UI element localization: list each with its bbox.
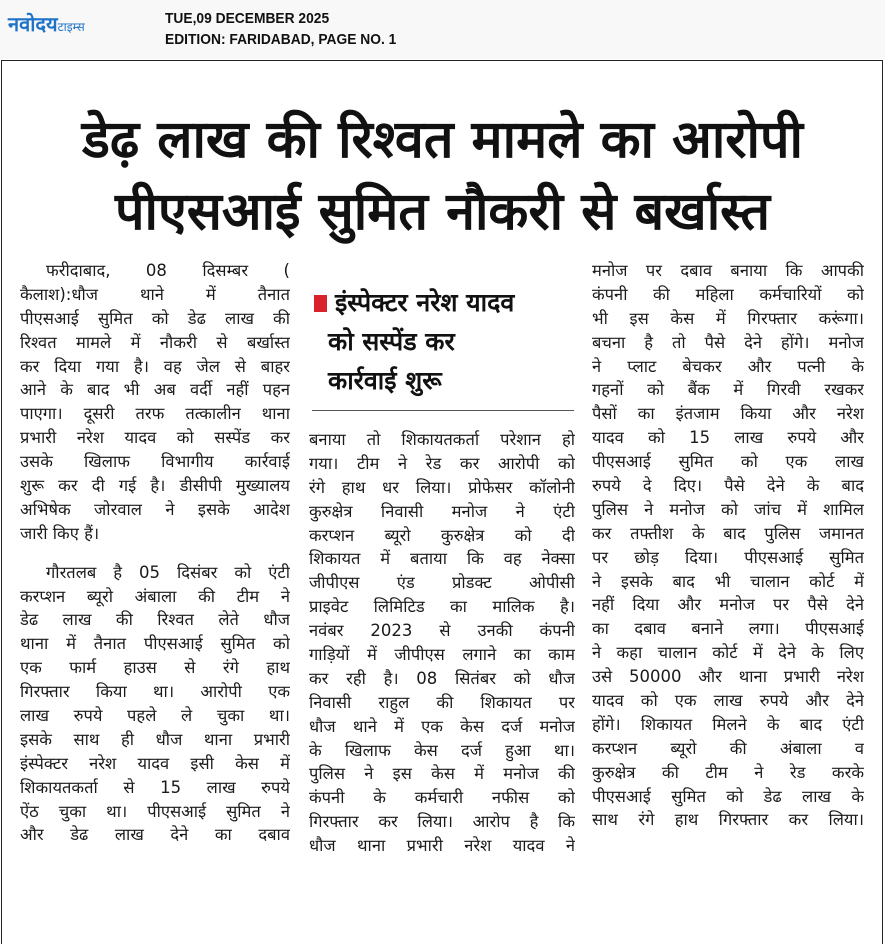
article-paragraph xyxy=(309,428,575,858)
article-text-line: करप्शन ब्यूरो अंबाला की टीम ने xyxy=(20,586,290,606)
article-text-line: थाना में तैनात पीएसआई सुमित को xyxy=(20,634,290,654)
article-text-line: पीएसआई सुमित को डेढ लाख की xyxy=(20,308,290,328)
edition-page: EDITION: FARIDABAD, PAGE NO. 1 xyxy=(165,31,397,48)
article-text-line: होंगे। शिकायत मिलने के बाद एंटी xyxy=(592,714,864,734)
article-text-line: गिरफ्तार कर लिया। आरोप है कि xyxy=(309,812,575,832)
article-text-line: पैसों का इंतजाम किया और नरेश xyxy=(592,404,864,424)
article-text-line: ने कहा चालान कोर्ट में देने के लिए xyxy=(592,643,864,663)
article-text-line: कुरुक्षेत्र निवासी मनोज ने एंटी xyxy=(309,501,575,521)
article-column-3 xyxy=(592,259,864,847)
article-text-line: ने प्लाट बेचकर और पत्नी के xyxy=(592,356,864,376)
headline-line-2: पीएसआई सुमित नौकरी से बर्खास्त xyxy=(114,182,771,242)
article-text-line: रंगे हाथ धर लिया। प्रोफेसर कॉलोनी xyxy=(309,477,575,497)
article-text-line: ऐंठ चुका था। पीएसआई सुमित ने xyxy=(20,801,290,821)
article-text-line: पर छोड़ दिया। पीएसआई सुमित xyxy=(592,547,864,567)
newspaper-logo xyxy=(8,10,85,37)
edition-date: TUE,09 DECEMBER 2025 xyxy=(165,10,330,27)
article-text-line: आने के बाद भी अब वर्दी नहीं पहन xyxy=(20,380,290,400)
article-text-line: कर दिया गया है। वह जेल से बाहर xyxy=(20,356,290,376)
article-text-line: पुलिस ने इस केस में मनोज की xyxy=(309,764,575,784)
article-text-line: का दबाव बनाने लगा। पीएसआई xyxy=(592,619,864,639)
article-text-line: रुपये दे दिए। पैसे देने के बाद xyxy=(592,476,864,496)
article-text-line: जीपीएस एंड प्रोडक्ट ओपीसी xyxy=(309,573,575,593)
article-text-line: फरीदाबाद, 08 दिसम्बर ( xyxy=(46,261,290,280)
article-text-line: प्रभारी नरेश यादव को सस्पेंड कर xyxy=(20,428,290,448)
article-text-line: पीएसआई सुमित को एक लाख xyxy=(592,452,864,472)
article-text-line: गौरतलब है 05 दिसंबर को एंटी xyxy=(46,562,290,582)
article-text-line: कंपनी के कर्मचारी नफीस को xyxy=(309,788,575,808)
article-text-line: शिकायत में बताया कि वह नेक्सा xyxy=(309,549,575,569)
article-text-line: गहनों को बैंक में गिरवी रखकर xyxy=(592,380,864,400)
article-text-line: बनाया तो शिकायतकर्ता परेशान हो xyxy=(309,430,575,449)
article-text-line: उसके खिलाफ विभागीय कार्रवाई xyxy=(20,452,290,472)
edition-meta xyxy=(165,8,396,50)
article-text-line: गया। टीम ने रेड कर आरोपी को xyxy=(309,453,575,473)
article-text-line: शुरू कर दी गई है। डीसीपी मुख्यालय xyxy=(20,476,290,496)
article-text-line: के खिलाफ केस दर्ज हुआ था। xyxy=(309,740,575,760)
article-text-line: भी इस केस में गिरफ्तार करूंगा। xyxy=(592,308,864,328)
article-column-2 xyxy=(309,428,575,873)
article-text-line: बचना है तो पैसे देने होंगे। मनोज xyxy=(592,332,864,352)
article-text-line: और डेढ लाख देने का दबाव xyxy=(20,825,290,845)
article-paragraph xyxy=(592,259,864,832)
article-text-line: ने इसके बाद भी चालान कोर्ट में xyxy=(592,571,864,591)
article-text-line: पीएसआई सुमित को डेढ लाख के xyxy=(592,786,864,806)
edition-header-bar xyxy=(0,0,885,59)
article-text-line: नहीं दिया और मनोज पर पैसे देने xyxy=(592,595,864,615)
article-text-line: कर तफ्तीश के बाद पुलिस जमानत xyxy=(592,523,864,543)
article-text-line: यादव को 15 लाख रुपये और xyxy=(592,428,864,448)
article-text-line: साथ रंगे हाथ गिरफ्तार कर लिया। xyxy=(592,810,864,830)
article-paragraph xyxy=(20,259,290,546)
article-paragraph xyxy=(20,561,290,848)
article-text-line: निवासी राहुल की शिकायत पर xyxy=(309,692,575,712)
article-text-line: यादव को एक लाख रुपये और देने xyxy=(592,691,864,711)
article-column-1 xyxy=(20,259,290,862)
article-text-line: करप्शन ब्यूरो की अंबाला व xyxy=(592,738,864,758)
article-text-line: उसे 50000 और थाना प्रभारी नरेश xyxy=(592,667,864,687)
subhead-line-3: कार्रवाई शुरू xyxy=(328,366,442,395)
article-text-line: एक फार्म हाउस से रंगे हाथ xyxy=(20,658,290,678)
logo-sub-text: टाइम्स xyxy=(57,20,85,34)
article-text-line: कंपनी की महिला कर्मचारियों को xyxy=(592,284,864,304)
logo-main-text: नवोदय xyxy=(8,12,58,36)
article-text-line: धौज थाने में एक केस दर्ज मनोज xyxy=(309,716,575,736)
subheadline xyxy=(314,283,574,400)
article-text-line: पुलिस ने मनोज को जांच में शामिल xyxy=(592,499,864,519)
article-text-line: कैलाश):धौज थाने में तैनात xyxy=(20,284,290,304)
article-text-line: इंस्पेक्टर नरेश यादव इसी केस में xyxy=(20,753,290,773)
article-text-line: शिकायतकर्ता से 15 लाख रुपये xyxy=(20,777,290,797)
article-text-line: गिरफ्तार किया था। आरोपी एक xyxy=(20,682,290,702)
article-text-line: गाड़ियों में जीपीएस लगाने का काम xyxy=(309,645,575,665)
article-text-line: डेढ लाख की रिश्वत लेते धौज xyxy=(20,610,290,630)
article-text-line: जारी किए हैं। xyxy=(20,523,100,543)
subhead-divider xyxy=(312,410,574,411)
article-text-line: धौज थाना प्रभारी नरेश यादव ने xyxy=(309,836,575,856)
article-text-line: प्राइवेट लिमिटिड का मालिक है। xyxy=(309,597,575,617)
article-text-line: इसके साथ ही धौज थाना प्रभारी xyxy=(20,729,290,749)
article-text-line: कर रही है। 08 सितंबर को धौज xyxy=(309,668,575,688)
subhead-line-2: को सस्पेंड कर xyxy=(328,327,455,356)
article-text-line: मनोज पर दबाव बनाया कि आपकी xyxy=(592,261,864,280)
article-text-line: नवंबर 2023 से उनकी कंपनी xyxy=(309,621,575,641)
article-text-line: लाख रुपये पहले ले चुका था। xyxy=(20,706,290,726)
article-text-line: कुरुक्षेत्र की टीम ने रेड करके xyxy=(592,762,864,782)
headline-line-1: डेढ़ लाख की रिश्वत मामले का आरोपी xyxy=(82,110,803,170)
article-text-line: अभिषेक जोरवाल ने इसके आदेश xyxy=(20,499,290,519)
article-text-line: करप्शन ब्यूरो कुरुक्षेत्र को दी xyxy=(309,525,575,545)
article-text-line: पाएगा। दूसरी तरफ तत्कालीन थाना xyxy=(20,404,290,424)
article-text-line: रिश्वत मामले में नौकरी से बर्खास्त xyxy=(20,332,290,352)
subhead-line-1: इंस्पेक्टर नरेश यादव xyxy=(335,288,515,317)
red-square-bullet-icon xyxy=(314,295,327,312)
